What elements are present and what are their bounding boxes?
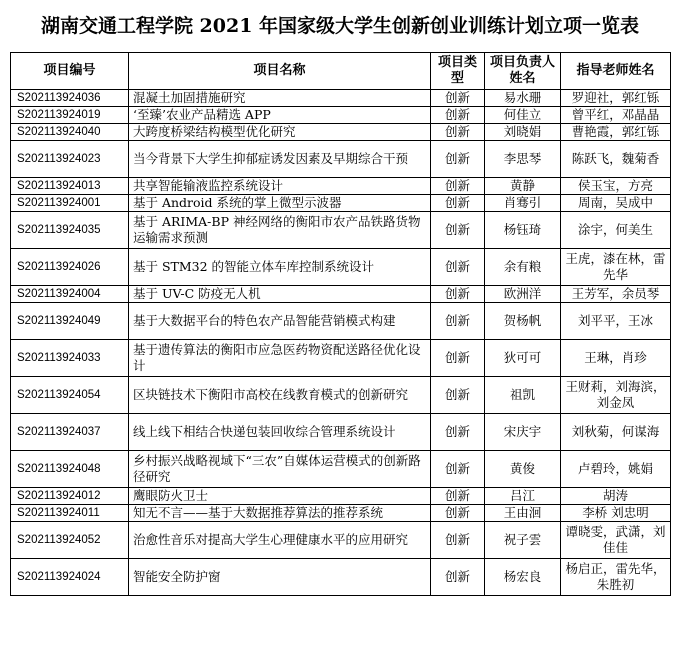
project-name: 基于 Android 系统的掌上微型示波器 [129, 195, 431, 212]
project-name: 基于 UV-C 防疫无人机 [129, 286, 431, 303]
project-type: 创新 [431, 414, 485, 451]
project-type: 创新 [431, 212, 485, 249]
project-name: 智能安全防护窗 [129, 559, 431, 596]
project-advisor: 谭晓雯，武潇，刘佳佳 [561, 522, 671, 559]
table-row [11, 303, 671, 340]
project-leader: 宋庆宇 [485, 414, 561, 451]
table-row [11, 340, 671, 377]
project-type: 创新 [431, 141, 485, 178]
table-row [11, 249, 671, 286]
project-code: S202113924049 [11, 303, 129, 340]
project-code: S202113924052 [11, 522, 129, 559]
header-code: 项目编号 [11, 53, 129, 90]
table-row [11, 505, 671, 522]
table-row [11, 522, 671, 559]
project-name: 大跨度桥梁结构模型优化研究 [129, 124, 431, 141]
project-advisor: 陈跃飞，魏菊香 [561, 141, 671, 178]
project-name: 基于遗传算法的衡阳市应急医药物资配送路径优化设计 [129, 340, 431, 377]
project-leader: 刘晓娟 [485, 124, 561, 141]
project-advisor: 王财莉，刘海滨，刘金凤 [561, 377, 671, 414]
project-name: 基于 STM32 的智能立体车库控制系统设计 [129, 249, 431, 286]
project-name: 治愈性音乐对提高大学生心理健康水平的应用研究 [129, 522, 431, 559]
project-leader: 余有粮 [485, 249, 561, 286]
project-leader: 吕江 [485, 488, 561, 505]
project-code: S202113924012 [11, 488, 129, 505]
project-advisor: 罗迎社，郭红铄 [561, 90, 671, 107]
project-code: S202113924024 [11, 559, 129, 596]
project-advisor: 周南，吴成中 [561, 195, 671, 212]
project-name: ‘至臻’农业产品精选 APP [129, 107, 431, 124]
table-row [11, 212, 671, 249]
project-advisor: 刘平平，王冰 [561, 303, 671, 340]
project-name: 乡村振兴战略视域下“三农”自媒体运营模式的创新路径研究 [129, 451, 431, 488]
project-advisor: 王芳军，余员琴 [561, 286, 671, 303]
project-advisor: 卢碧玲，姚娟 [561, 451, 671, 488]
project-leader: 黄静 [485, 178, 561, 195]
project-code: S202113924048 [11, 451, 129, 488]
project-name: 鹰眼防火卫士 [129, 488, 431, 505]
project-type: 创新 [431, 505, 485, 522]
project-leader: 王由洄 [485, 505, 561, 522]
project-name: 基于大数据平台的特色农产品智能营销模式构建 [129, 303, 431, 340]
project-leader: 狄可可 [485, 340, 561, 377]
table-row [11, 488, 671, 505]
project-code: S202113924013 [11, 178, 129, 195]
project-leader: 杨钰琦 [485, 212, 561, 249]
project-advisor: 刘秋菊，何谋海 [561, 414, 671, 451]
project-code: S202113924023 [11, 141, 129, 178]
project-code: S202113924054 [11, 377, 129, 414]
project-code: S202113924035 [11, 212, 129, 249]
table-row [11, 107, 671, 124]
project-advisor: 曾平红，邓晶晶 [561, 107, 671, 124]
project-advisor: 李桥 刘忠明 [561, 505, 671, 522]
project-type: 创新 [431, 195, 485, 212]
project-type: 创新 [431, 559, 485, 596]
project-code: S202113924019 [11, 107, 129, 124]
project-leader: 祝子雲 [485, 522, 561, 559]
header-type: 项目类型 [431, 53, 485, 90]
table-row [11, 377, 671, 414]
table-row [11, 414, 671, 451]
project-leader: 欧洲洋 [485, 286, 561, 303]
project-type: 创新 [431, 249, 485, 286]
project-name: 混凝土加固措施研究 [129, 90, 431, 107]
project-leader: 黄俊 [485, 451, 561, 488]
table-row [11, 178, 671, 195]
project-code: S202113924037 [11, 414, 129, 451]
project-leader: 李思琴 [485, 141, 561, 178]
project-code: S202113924011 [11, 505, 129, 522]
project-type: 创新 [431, 178, 485, 195]
project-type: 创新 [431, 303, 485, 340]
project-name: 区块链技术下衡阳市高校在线教育模式的创新研究 [129, 377, 431, 414]
project-type: 创新 [431, 451, 485, 488]
project-leader: 易水珊 [485, 90, 561, 107]
project-advisor: 曹艳霞，郭红铄 [561, 124, 671, 141]
project-name: 基于 ARIMA-BP 神经网络的衡阳市农产品铁路货物运输需求预测 [129, 212, 431, 249]
project-type: 创新 [431, 522, 485, 559]
project-type: 创新 [431, 124, 485, 141]
header-leader: 项目负责人姓名 [485, 53, 561, 90]
project-code: S202113924001 [11, 195, 129, 212]
project-type: 创新 [431, 488, 485, 505]
project-leader: 杨宏良 [485, 559, 561, 596]
header-row [11, 53, 671, 90]
project-code: S202113924036 [11, 90, 129, 107]
table-row [11, 559, 671, 596]
project-advisor: 王虎，漆在林，雷先华 [561, 249, 671, 286]
table-row [11, 90, 671, 107]
project-leader: 何佳立 [485, 107, 561, 124]
project-advisor: 杨启正，雷先华，朱胜初 [561, 559, 671, 596]
project-advisor: 王琳，肖珍 [561, 340, 671, 377]
project-type: 创新 [431, 377, 485, 414]
project-table [10, 52, 671, 596]
project-code: S202113924033 [11, 340, 129, 377]
document-title: 湖南交通工程学院 2021 年国家级大学生创新创业训练计划立项一览表 [40, 15, 640, 37]
table-row [11, 286, 671, 303]
project-advisor: 胡涛 [561, 488, 671, 505]
project-name: 线上线下相结合快递包装回收综合管理系统设计 [129, 414, 431, 451]
table-row [11, 195, 671, 212]
project-name: 当今背景下大学生抑郁症诱发因素及早期综合干预 [129, 141, 431, 178]
project-type: 创新 [431, 90, 485, 107]
project-leader: 肖骞引 [485, 195, 561, 212]
table-row [11, 451, 671, 488]
project-code: S202113924026 [11, 249, 129, 286]
header-name: 项目名称 [129, 53, 431, 90]
table-row [11, 124, 671, 141]
header-advisor: 指导老师姓名 [561, 53, 671, 90]
project-advisor: 侯玉宝，方亮 [561, 178, 671, 195]
project-type: 创新 [431, 340, 485, 377]
project-leader: 祖凯 [485, 377, 561, 414]
project-name: 共享智能输液监控系统设计 [129, 178, 431, 195]
project-advisor: 涂宇，何美生 [561, 212, 671, 249]
table-row [11, 141, 671, 178]
project-name: 知无不言——基于大数据推荐算法的推荐系统 [129, 505, 431, 522]
project-type: 创新 [431, 107, 485, 124]
project-code: S202113924040 [11, 124, 129, 141]
project-type: 创新 [431, 286, 485, 303]
project-leader: 贺杨帆 [485, 303, 561, 340]
project-code: S202113924004 [11, 286, 129, 303]
